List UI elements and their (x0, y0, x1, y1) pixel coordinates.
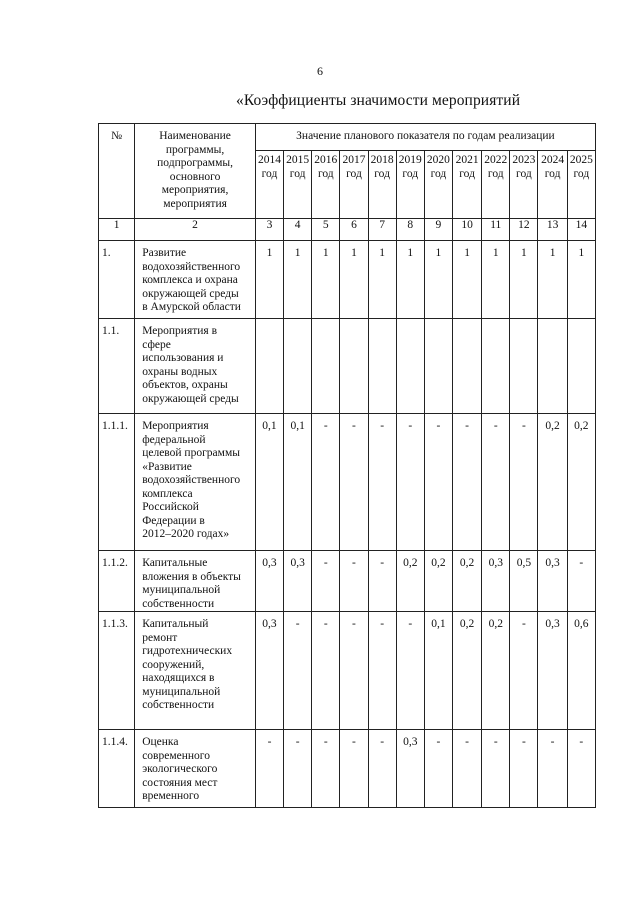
year-header (312, 151, 340, 219)
value-cell: - (368, 414, 396, 551)
row-name-line: временного (142, 790, 200, 802)
row-number: 1. (99, 241, 135, 319)
value-cell (340, 319, 368, 414)
value-cell: 0,3 (538, 551, 567, 612)
year-suffix: год (487, 167, 504, 180)
header-line: мероприятия, (161, 184, 229, 196)
row-name-line: Развитие (142, 247, 187, 259)
value-cell: 1 (510, 241, 538, 319)
table-row (99, 241, 596, 319)
year-value: 2015 (286, 154, 310, 166)
value-cell: 0,5 (510, 551, 538, 612)
row-name-line: экологического (142, 763, 218, 775)
page-number: 6 (317, 64, 323, 78)
value-cell: 1 (312, 241, 340, 319)
year-suffix: год (402, 167, 419, 180)
value-cell (284, 319, 312, 414)
column-number: 11 (482, 219, 510, 241)
row-number: 1.1.2. (99, 551, 135, 612)
value-cell: - (368, 551, 396, 612)
row-name-line: комплекса (142, 487, 193, 500)
value-cell: - (424, 730, 452, 808)
value-cell: - (567, 551, 595, 612)
year-suffix: год (289, 167, 306, 180)
row-name-line: использования и (142, 352, 224, 364)
value-cell: 1 (396, 241, 424, 319)
row-name-line: «Развитие (142, 460, 192, 473)
year-value: 2019 (398, 154, 422, 166)
value-cell: 0,3 (284, 551, 312, 612)
value-cell: - (368, 730, 396, 808)
year-value: 2017 (342, 154, 366, 166)
table-row (99, 414, 596, 551)
row-name (135, 414, 256, 551)
value-cell: 0,3 (255, 551, 283, 612)
column-number: 4 (284, 219, 312, 241)
document-title: «Коэффициенты значимости мероприятий (236, 92, 521, 109)
row-name-line: собственности (142, 597, 215, 610)
table-row (99, 551, 596, 612)
row-name-line: окружающей среды (142, 392, 239, 405)
row-name-line: охраны водных (142, 365, 218, 378)
col-no-header: № (99, 124, 135, 219)
value-cell: - (482, 414, 510, 551)
value-cell (453, 319, 482, 414)
year-value: 2014 (257, 154, 281, 166)
year-value: 2016 (314, 154, 338, 166)
value-cell: - (396, 414, 424, 551)
row-name-line: находящихся в (142, 672, 215, 684)
year-header (510, 151, 538, 219)
value-cell: - (510, 414, 538, 551)
value-cell (255, 319, 283, 414)
year-header (538, 151, 567, 219)
row-name (135, 612, 256, 730)
column-number: 6 (340, 219, 368, 241)
year-value: 2018 (370, 154, 394, 166)
row-name-line: Российской (142, 501, 199, 513)
value-cell: 0,1 (255, 414, 283, 551)
year-header (340, 151, 368, 219)
value-cell (510, 319, 538, 414)
value-cell: - (255, 730, 283, 808)
year-header (482, 151, 510, 219)
row-name-line: муниципальной (142, 685, 221, 698)
year-header (255, 151, 283, 219)
year-value: 2020 (426, 154, 450, 166)
year-value: 2021 (455, 154, 479, 166)
value-cell: 1 (424, 241, 452, 319)
row-name-line: окружающей среды (142, 287, 239, 300)
value-cell: - (567, 730, 595, 808)
value-cell: 0,1 (284, 414, 312, 551)
row-name-line: водохозяйственного (142, 474, 241, 486)
value-cell: - (538, 730, 567, 808)
row-number: 1.1.4. (99, 730, 135, 808)
column-number: 14 (567, 219, 595, 241)
value-cell: 1 (538, 241, 567, 319)
row-name (135, 730, 256, 808)
value-cell (424, 319, 452, 414)
coefficients-table (98, 123, 596, 808)
row-name (135, 241, 256, 319)
row-number: 1.1.3. (99, 612, 135, 730)
value-cell: - (453, 414, 482, 551)
col-name-header (135, 124, 256, 219)
column-number: 9 (424, 219, 452, 241)
year-header (368, 151, 396, 219)
row-name-line: сооружений, (142, 658, 205, 671)
value-cell: - (453, 730, 482, 808)
value-cell: 0,2 (396, 551, 424, 612)
value-cell: 0,2 (453, 551, 482, 612)
value-cell: - (510, 612, 538, 730)
row-name-line: объектов, охраны (142, 379, 228, 391)
value-cell: 0,3 (396, 730, 424, 808)
row-name-line: состояния мест (142, 776, 218, 789)
row-name-line: 2012–2020 годах» (142, 528, 230, 540)
year-suffix: год (317, 167, 334, 180)
value-cell: 0,2 (482, 612, 510, 730)
value-cell: - (312, 414, 340, 551)
value-cell: 0,6 (567, 612, 595, 730)
value-cell: 1 (567, 241, 595, 319)
row-name-line: муниципальной (142, 584, 221, 596)
value-cell: 1 (284, 241, 312, 319)
value-cell: 0,2 (453, 612, 482, 730)
value-cell: 1 (482, 241, 510, 319)
year-header (284, 151, 312, 219)
year-suffix: год (516, 167, 532, 180)
year-suffix: год (459, 167, 475, 180)
values-header: Значение планового показателя по годам реализации (255, 124, 595, 151)
year-value: 2022 (484, 154, 508, 166)
column-number: 10 (453, 219, 482, 241)
row-name-line: водохозяйственного (142, 260, 241, 273)
year-header (396, 151, 424, 219)
row-name-line: Мероприятия (142, 420, 209, 432)
year-header (453, 151, 482, 219)
table-row (99, 612, 596, 730)
column-number: 13 (538, 219, 567, 241)
column-number: 7 (368, 219, 396, 241)
year-suffix: год (544, 167, 561, 180)
year-suffix: год (573, 167, 590, 180)
column-number: 5 (312, 219, 340, 241)
row-number: 1.1.1. (99, 414, 135, 551)
row-name-line: вложения в объекты (142, 570, 241, 583)
value-cell: - (312, 730, 340, 808)
row-name (135, 551, 256, 612)
value-cell: 0,2 (567, 414, 595, 551)
header-line: программы, (165, 143, 225, 156)
row-name-line: гидротехнических (142, 645, 233, 657)
value-cell (538, 319, 567, 414)
year-suffix: год (261, 167, 278, 180)
column-number: 2 (135, 219, 256, 241)
year-header (567, 151, 595, 219)
row-name-line: сфере (142, 338, 171, 351)
row-name-line: Капитальные (142, 557, 208, 569)
year-suffix: год (374, 167, 390, 180)
value-cell (482, 319, 510, 414)
row-name-line: Оценка (142, 736, 179, 748)
value-cell: 0,2 (538, 414, 567, 551)
column-number: 8 (396, 219, 424, 241)
value-cell: 0,3 (255, 612, 283, 730)
value-cell (567, 319, 595, 414)
value-cell: - (312, 612, 340, 730)
value-cell (312, 319, 340, 414)
row-name-line: собственности (142, 699, 215, 711)
value-cell: 0,1 (424, 612, 452, 730)
table-row (99, 730, 596, 808)
value-cell: 1 (453, 241, 482, 319)
value-cell: - (340, 551, 368, 612)
value-cell: - (312, 551, 340, 612)
header-line: подпрограммы, (157, 157, 233, 169)
value-cell: - (284, 612, 312, 730)
value-cell: - (340, 612, 368, 730)
value-cell (368, 319, 396, 414)
value-cell: - (396, 612, 424, 730)
value-cell: - (510, 730, 538, 808)
year-value: 2024 (541, 154, 565, 166)
value-cell: 0,3 (538, 612, 567, 730)
column-number: 3 (255, 219, 283, 241)
value-cell: - (424, 414, 452, 551)
row-name-line: Мероприятия в (142, 325, 218, 337)
table-row (99, 319, 596, 414)
year-suffix: год (430, 167, 447, 180)
value-cell: - (340, 414, 368, 551)
value-cell (396, 319, 424, 414)
year-suffix: год (346, 167, 362, 180)
year-value: 2023 (512, 154, 536, 166)
value-cell: 0,2 (424, 551, 452, 612)
value-cell: - (284, 730, 312, 808)
column-number: 12 (510, 219, 538, 241)
row-name-line: ремонт (142, 631, 178, 644)
row-number: 1.1. (99, 319, 135, 414)
year-value: 2025 (569, 154, 593, 166)
value-cell: 1 (368, 241, 396, 319)
header-line: основного (169, 170, 221, 183)
row-name (135, 319, 256, 414)
value-cell: - (340, 730, 368, 808)
value-cell: - (368, 612, 396, 730)
value-cell: 0,3 (482, 551, 510, 612)
row-name-line: Федерации в (142, 514, 205, 527)
header-line: мероприятия (163, 197, 227, 210)
value-cell: - (482, 730, 510, 808)
row-name-line: Капитальный (142, 618, 209, 630)
year-header (424, 151, 452, 219)
row-name-line: комплекса и охрана (142, 274, 238, 286)
value-cell: 1 (255, 241, 283, 319)
row-name-line: современного (142, 749, 210, 762)
row-name-line: в Амурской области (142, 301, 241, 313)
row-name-line: целевой программы (142, 447, 240, 459)
value-cell: 1 (340, 241, 368, 319)
column-number: 1 (99, 219, 135, 241)
header-line: Наименование (159, 130, 231, 142)
row-name-line: федеральной (142, 433, 206, 446)
